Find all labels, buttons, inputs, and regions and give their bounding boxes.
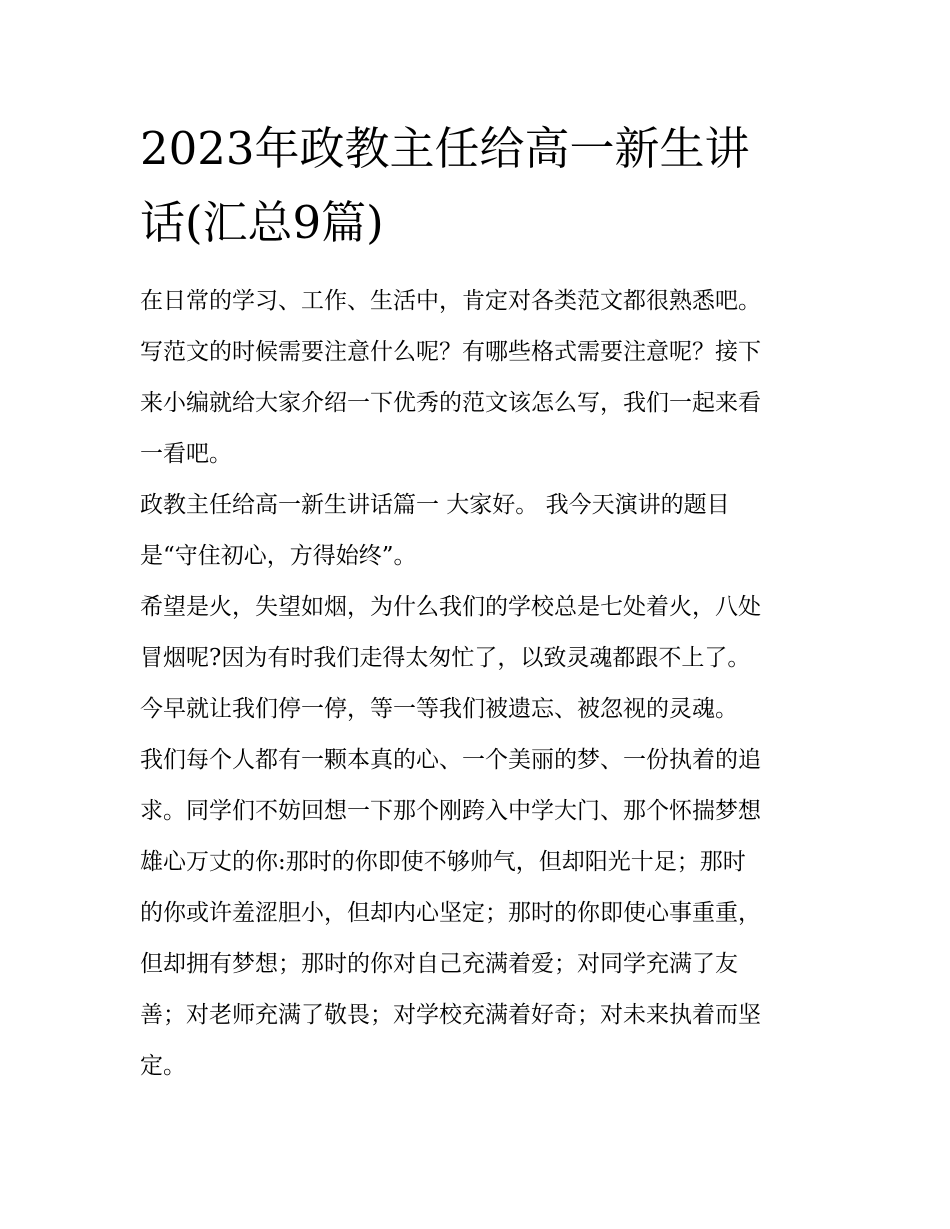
body-line: 冒烟呢?因为有时我们走得太匆忙了，以致灵魂都跟不上了。 — [140, 645, 751, 671]
title-line-1: 2023年政教主任给高一新生讲 — [140, 122, 750, 175]
title-line-2: 话(汇总9篇) — [140, 196, 384, 249]
body-line: 希望是火，失望如烟，为什么我们的学校总是七处着火，八处 — [140, 594, 761, 620]
body-line: 的你或许羞涩胆小，但却内心坚定；那时的你即使心事重重， — [140, 900, 761, 926]
body-line: 求。同学们不妨回想一下那个刚跨入中学大门、那个怀揣梦想 — [140, 798, 761, 824]
body-line: 一看吧。 — [140, 441, 232, 467]
body-line: 善；对老师充满了敬畏；对学校充满着好奇；对未来执着而坚 — [140, 1002, 761, 1028]
body-line: 今早就让我们停一停，等一等我们被遗忘、被忽视的灵魂。 — [140, 696, 738, 722]
body-line: 是“守住初心，方得始终”。 — [140, 543, 417, 569]
body-line: 政教主任给高一新生讲话篇一 大家好。 我今天演讲的题目 — [140, 492, 730, 518]
body-line: 来小编就给大家介绍一下优秀的范文该怎么写，我们一起来看 — [140, 390, 761, 416]
body-line: 定。 — [140, 1053, 186, 1079]
body-line: 但却拥有梦想；那时的你对自己充满着爱；对同学充满了友 — [140, 951, 738, 977]
body-line: 雄心万丈的你:那时的你即使不够帅气，但却阳光十足；那时 — [140, 849, 746, 875]
document-title — [140, 112, 820, 260]
document-body — [140, 276, 820, 1092]
body-line: 我们每个人都有一颗本真的心、一个美丽的梦、一份执着的追 — [140, 747, 761, 773]
body-line: 写范文的时候需要注意什么呢？有哪些格式需要注意呢？接下 — [140, 339, 761, 365]
body-line: 在日常的学习、工作、生活中，肯定对各类范文都很熟悉吧。 — [140, 288, 761, 314]
